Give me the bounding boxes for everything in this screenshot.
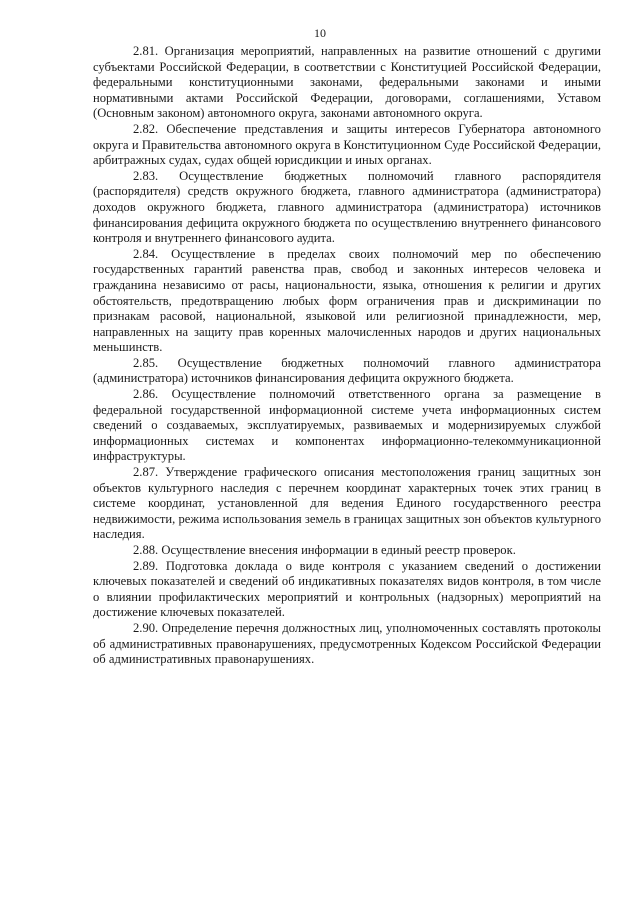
paragraph-number: 2.82. — [133, 121, 159, 136]
paragraph-text: Осуществление полномочий ответственного органа за размещение в федеральной государственной информационной системе учета информационных систем сведений о создаваемых, эксплуатируемых, развиваемых и модернизируемых службой информационных системах и компонентах информационно-телекоммуникационной инфраструктуры. — [93, 387, 601, 464]
paragraph-number: 2.87. — [133, 465, 159, 480]
paragraph-text: Организация мероприятий, направленных на развитие отношений с другими субъектами Российской Федерации, в соответствии с Конституцией Российской Федерации, федеральными конституционными законами, федеральными законами и иными нормативными актами Российской Федерации, договорами, соглашениями, Уставом (Основным законом) автономного округа, законами автономного округа. — [93, 44, 601, 121]
page-number: 10 — [314, 26, 326, 40]
paragraph-item — [93, 247, 601, 356]
paragraph-number: 2.89. — [133, 558, 159, 573]
paragraph-text: Утверждение графического описания местоположения границ защитных зон объектов культурного наследия с перечнем координат характерных точек этих границ в системе координат, установленной для ведения Единого государственного реестра недвижимости, режима использования земель в границах защитных зон объектов культурного наследия. — [93, 465, 602, 542]
paragraph-item — [93, 543, 601, 559]
document-body — [93, 44, 601, 668]
paragraph-number: 2.84. — [133, 246, 159, 261]
paragraph-number: 2.90. — [133, 620, 159, 635]
paragraph-item — [93, 122, 601, 169]
paragraph-item — [93, 44, 601, 122]
paragraph-number: 2.85. — [133, 355, 159, 370]
paragraph-text: Обеспечение представления и защиты интересов Губернатора автономного округа и Правительства автономного округа в Конституционном Суде Российской Федерации, арбитражных судах, судах общей юрисдикции и иных органах. — [93, 121, 601, 168]
paragraph-item — [93, 559, 601, 621]
paragraph-text: Осуществление бюджетных полномочий главного администратора (администратора) источников финансирования дефицита окружного бюджета. — [93, 355, 601, 386]
paragraph-number: 2.88. — [133, 543, 159, 557]
paragraph-text: Подготовка доклада о виде контроля с указанием сведений о достижении ключевых показателей и сведений об индикативных показателях видов контроля, в том числе о влиянии профилактических мероприятий и контрольных (надзорных) мероприятий на достижение ключевых показателей. — [93, 558, 601, 620]
paragraph-text: Осуществление бюджетных полномочий главного распорядителя (распорядителя) средств окружного бюджета, главного администратора (администратора) доходов окружного бюджета, главного администратора (администратора) источников финансирования дефицита окружного бюджета по осуществлению внутреннего финансового контроля и внутреннего финансового аудита. — [93, 168, 601, 246]
paragraph-item — [93, 465, 601, 543]
paragraph-item — [93, 621, 601, 668]
paragraph-text: Осуществление внесения информации в единый реестр проверок. — [161, 543, 516, 557]
paragraph-text: Определение перечня должностных лиц, уполномоченных составлять протоколы об административных правонарушениях, предусмотренных Кодексом Российской Федерации об административных правонарушениях. — [93, 620, 601, 667]
paragraph-text: Осуществление в пределах своих полномочий мер по обеспечению государственных гарантий равенства прав, свобод и законных интересов человека и гражданина независимо от расы, национальности, языка, отношения к религии и других обстоятельств, предотвращению любых форм ограничения прав и дискриминации по признакам расовой, национальной, языковой или религиозной принадлежности, мер, направленных на защиту прав коренных малочисленных народов и других национальных меньшинств. — [93, 246, 601, 355]
paragraph-item — [93, 356, 601, 387]
paragraph-number: 2.81. — [133, 44, 159, 58]
paragraph-item — [93, 169, 601, 247]
paragraph-number: 2.83. — [133, 168, 159, 183]
paragraph-number: 2.86. — [133, 387, 159, 402]
paragraph-item — [93, 387, 601, 465]
